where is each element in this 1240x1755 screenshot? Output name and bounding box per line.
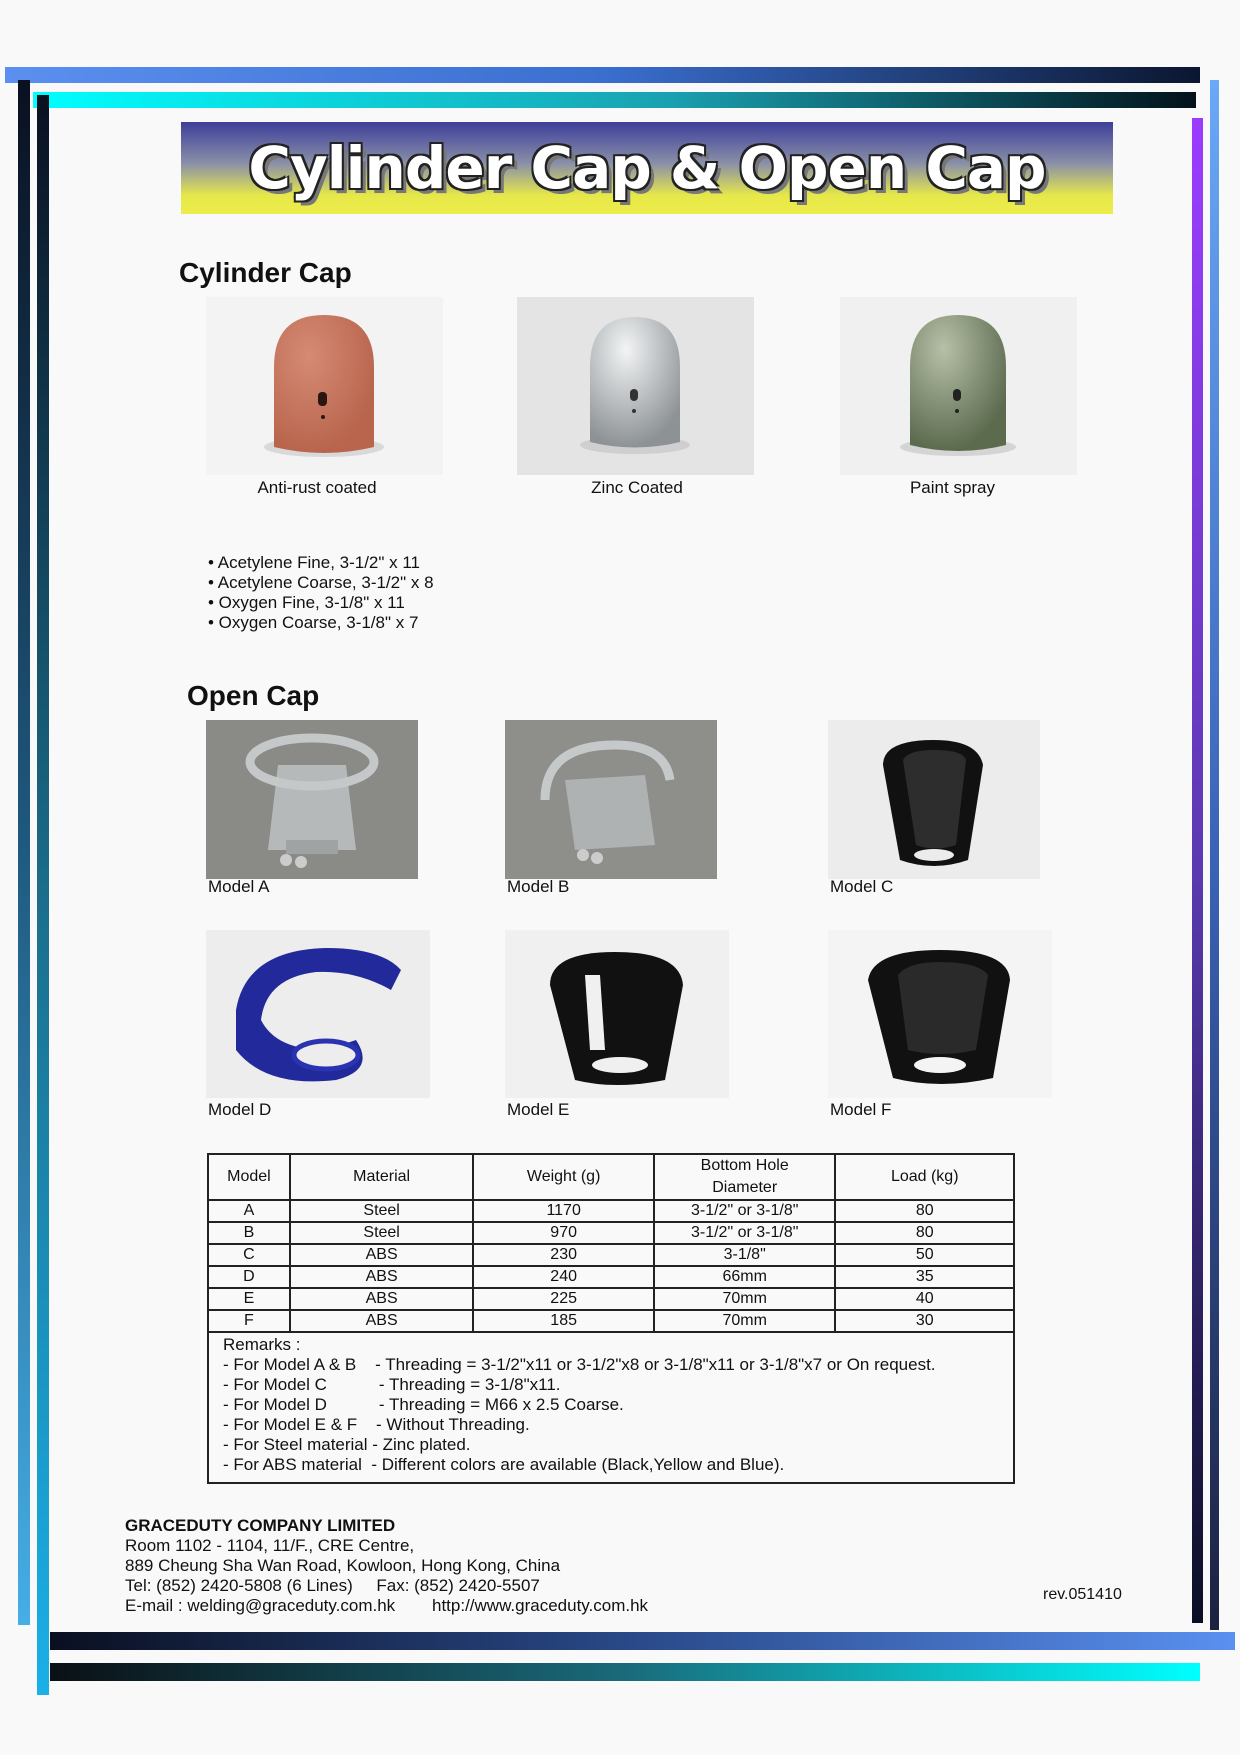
table-cell: 1170 xyxy=(473,1200,654,1222)
model-c-label: Model C xyxy=(830,877,894,896)
top-border-bar xyxy=(5,67,1200,83)
table-cell: 30 xyxy=(835,1310,1014,1332)
table-cell: 185 xyxy=(473,1310,654,1332)
paint-spray-caption: Paint spray xyxy=(909,478,996,497)
anti-rust-cap-image xyxy=(206,297,443,475)
website-link[interactable]: http://www.graceduty.com.hk xyxy=(432,1596,649,1615)
header-model: Model xyxy=(208,1154,290,1200)
table-cell: 40 xyxy=(835,1288,1014,1310)
list-item: • Acetylene Fine, 3-1/2" x 11 xyxy=(208,553,421,572)
header-bottom-hole-diameter xyxy=(654,1154,836,1200)
table-cell: C xyxy=(208,1244,290,1266)
table-cell: 80 xyxy=(835,1222,1014,1244)
remark-line: - For Steel material - Zinc plated. xyxy=(223,1435,471,1454)
model-e-image xyxy=(505,930,729,1098)
list-item: • Oxygen Coarse, 3-1/8" x 7 xyxy=(208,613,419,632)
table-cell: F xyxy=(208,1310,290,1332)
table-cell: 240 xyxy=(473,1266,654,1288)
table-row xyxy=(208,1266,1014,1288)
table-cell: 230 xyxy=(473,1244,654,1266)
table-row xyxy=(208,1200,1014,1222)
model-b-label: Model B xyxy=(507,877,570,896)
bottom-border-bar xyxy=(50,1632,1235,1650)
table-cell: 225 xyxy=(473,1288,654,1310)
right-border-bar-2 xyxy=(1210,80,1219,1630)
model-a-label: Model A xyxy=(208,877,270,896)
table-cell: 70mm xyxy=(654,1310,836,1332)
model-d-label: Model D xyxy=(208,1100,272,1119)
table-cell: ABS xyxy=(290,1244,474,1266)
remarks-title: Remarks : xyxy=(223,1335,301,1354)
table-cell: 3-1/2" or 3-1/8" xyxy=(654,1222,836,1244)
remark-line: - For Model A & B - Threading = 3-1/2"x11 or 3-1/2"x8 or 3-1/8"x11 or 3-1/8"x7 or On request. xyxy=(223,1355,936,1374)
open-cap-heading: Open Cap xyxy=(187,680,320,711)
table-cell: Steel xyxy=(290,1200,474,1222)
table-cell: ABS xyxy=(290,1288,474,1310)
table-cell: 80 xyxy=(835,1200,1014,1222)
spec-table xyxy=(207,1153,1015,1333)
remark-line: - For Model E & F - Without Threading. xyxy=(223,1415,530,1434)
table-row xyxy=(208,1222,1014,1244)
model-f-image xyxy=(828,930,1052,1098)
model-e-label: Model E xyxy=(507,1100,570,1119)
anti-rust-caption: Anti-rust coated xyxy=(257,478,377,497)
company-name: GRACEDUTY COMPANY LIMITED xyxy=(125,1516,396,1535)
header-bottom-hole-line2: Diameter xyxy=(712,1179,778,1196)
model-c-image xyxy=(828,720,1040,879)
table-cell: 3-1/8" xyxy=(654,1244,836,1266)
top-border-bar-2 xyxy=(33,92,1196,108)
left-border-bar xyxy=(18,80,30,1625)
remark-line: - For ABS material - Different colors are available (Black,Yellow and Blue). xyxy=(223,1455,785,1474)
table-header-row xyxy=(208,1154,1014,1200)
header-load: Load (kg) xyxy=(835,1154,1014,1200)
revision-label: rev.051410 xyxy=(1043,1586,1122,1603)
table-cell: 3-1/2" or 3-1/8" xyxy=(654,1200,836,1222)
header-weight: Weight (g) xyxy=(473,1154,654,1200)
zinc-coated-caption: Zinc Coated xyxy=(591,478,683,497)
address-line-2: 889 Cheung Sha Wan Road, Kowloon, Hong Kong, China xyxy=(125,1556,561,1575)
left-border-bar-2 xyxy=(37,95,49,1695)
remark-line: - For Model D - Threading = M66 x 2.5 Coarse. xyxy=(223,1395,624,1414)
address-line-1: Room 1102 - 1104, 11/F., CRE Centre, xyxy=(125,1536,415,1555)
page-title: Cylinder Cap & Open Cap xyxy=(248,134,1046,202)
title-banner xyxy=(181,122,1113,214)
remarks-box xyxy=(207,1329,1015,1484)
model-f-label: Model F xyxy=(830,1100,892,1119)
remark-line: - For Model C - Threading = 3-1/8"x11. xyxy=(223,1375,561,1394)
list-item: • Oxygen Fine, 3-1/8" x 11 xyxy=(208,593,405,612)
table-row xyxy=(208,1244,1014,1266)
model-a-image xyxy=(206,720,418,879)
table-cell: E xyxy=(208,1288,290,1310)
model-b-image xyxy=(505,720,717,879)
header-material: Material xyxy=(290,1154,474,1200)
table-cell: B xyxy=(208,1222,290,1244)
phone-fax: Tel: (852) 2420-5808 (6 Lines) Fax: (852) 2420-5507 xyxy=(125,1576,540,1595)
table-cell: 50 xyxy=(835,1244,1014,1266)
paint-spray-cap-image xyxy=(840,297,1077,475)
table-cell: A xyxy=(208,1200,290,1222)
email-link[interactable]: E-mail : welding@graceduty.com.hk xyxy=(125,1596,396,1615)
table-cell: 970 xyxy=(473,1222,654,1244)
table-row xyxy=(208,1288,1014,1310)
right-border-bar xyxy=(1192,118,1203,1623)
table-cell: 35 xyxy=(835,1266,1014,1288)
thread-spec-list xyxy=(208,553,434,633)
table-cell: ABS xyxy=(290,1266,474,1288)
table-cell: Steel xyxy=(290,1222,474,1244)
header-bottom-hole-line1: Bottom Hole xyxy=(700,1157,789,1174)
table-cell: D xyxy=(208,1266,290,1288)
table-cell: ABS xyxy=(290,1310,474,1332)
model-d-image xyxy=(206,930,430,1098)
zinc-coated-cap-image xyxy=(517,297,754,475)
table-cell: 70mm xyxy=(654,1288,836,1310)
list-item: • Acetylene Coarse, 3-1/2" x 8 xyxy=(208,573,434,592)
bottom-border-bar-2 xyxy=(50,1663,1200,1681)
table-cell: 66mm xyxy=(654,1266,836,1288)
cylinder-cap-heading: Cylinder Cap xyxy=(179,257,352,288)
